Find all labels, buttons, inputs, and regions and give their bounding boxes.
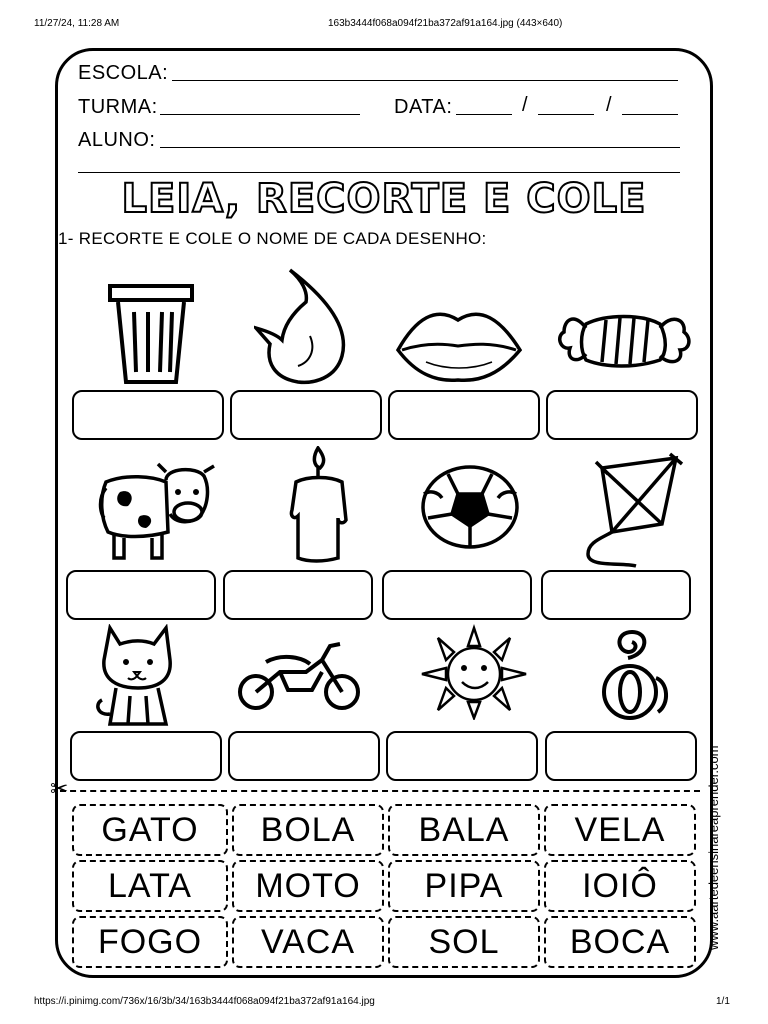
worksheet-title: LEIA, RECORTE E COLE: [121, 176, 647, 222]
data-month-line[interactable]: [538, 114, 594, 115]
kite-icon: [582, 452, 690, 572]
answer-box[interactable]: [382, 570, 532, 620]
ball-icon: [420, 464, 520, 550]
yoyo-icon: [588, 628, 678, 722]
answer-box[interactable]: [72, 390, 224, 440]
word-card[interactable]: LATA: [72, 860, 228, 912]
word-card[interactable]: BALA: [388, 804, 540, 856]
word-card[interactable]: MOTO: [232, 860, 384, 912]
divider-line: [78, 172, 680, 173]
instruction-text: 1- RECORTE E COLE O NOME DE CADA DESENHO:: [58, 229, 487, 248]
answer-box[interactable]: [70, 731, 222, 781]
word-card[interactable]: FOGO: [72, 916, 228, 968]
word-card[interactable]: PIPA: [388, 860, 540, 912]
lips-icon: [396, 298, 522, 384]
answer-box[interactable]: [386, 731, 538, 781]
data-label: DATA:: [394, 96, 453, 118]
aluno-line[interactable]: [160, 147, 680, 148]
data-separator: /: [606, 94, 613, 116]
word-card[interactable]: IOIÔ: [544, 860, 696, 912]
trash-can-icon: [104, 278, 198, 386]
answer-box[interactable]: [228, 731, 380, 781]
motorcycle-icon: [236, 638, 364, 712]
aluno-label: ALUNO:: [78, 129, 156, 151]
print-page-count: 1/1: [716, 996, 730, 1007]
answer-box[interactable]: [545, 731, 697, 781]
data-year-line[interactable]: [622, 114, 678, 115]
word-card[interactable]: VACA: [232, 916, 384, 968]
print-url: https://i.pinimg.com/736x/16/3b/34/163b3444f068a094f21ba372af91a164.jpg: [34, 996, 375, 1007]
answer-box[interactable]: [223, 570, 373, 620]
fire-icon: [254, 266, 350, 386]
cow-icon: [96, 462, 218, 562]
cat-icon: [92, 624, 182, 728]
word-card[interactable]: VELA: [544, 804, 696, 856]
candle-icon: [288, 446, 350, 564]
data-day-line[interactable]: [456, 114, 512, 115]
word-card[interactable]: SOL: [388, 916, 540, 968]
cut-line: [60, 790, 700, 792]
print-timestamp: 11/27/24, 11:28 AM: [34, 18, 120, 29]
answer-box[interactable]: [388, 390, 540, 440]
answer-box[interactable]: [541, 570, 691, 620]
print-file-title: 163b3444f068a094f21ba372af91a164.jpg (443×640): [328, 18, 563, 29]
word-card[interactable]: GATO: [72, 804, 228, 856]
turma-label: TURMA:: [78, 96, 158, 118]
word-card[interactable]: BOLA: [232, 804, 384, 856]
answer-box[interactable]: [546, 390, 698, 440]
watermark-text: www.aartedeensinareaprender.com: [706, 745, 721, 950]
data-separator: /: [522, 94, 529, 116]
answer-box[interactable]: [66, 570, 216, 620]
escola-line[interactable]: [172, 80, 678, 81]
candy-icon: [556, 310, 692, 370]
escola-label: ESCOLA:: [78, 62, 169, 84]
sun-icon: [418, 624, 530, 720]
answer-box[interactable]: [230, 390, 382, 440]
turma-line[interactable]: [160, 114, 360, 115]
word-card[interactable]: BOCA: [544, 916, 696, 968]
scissors-icon: ✂: [50, 776, 69, 801]
